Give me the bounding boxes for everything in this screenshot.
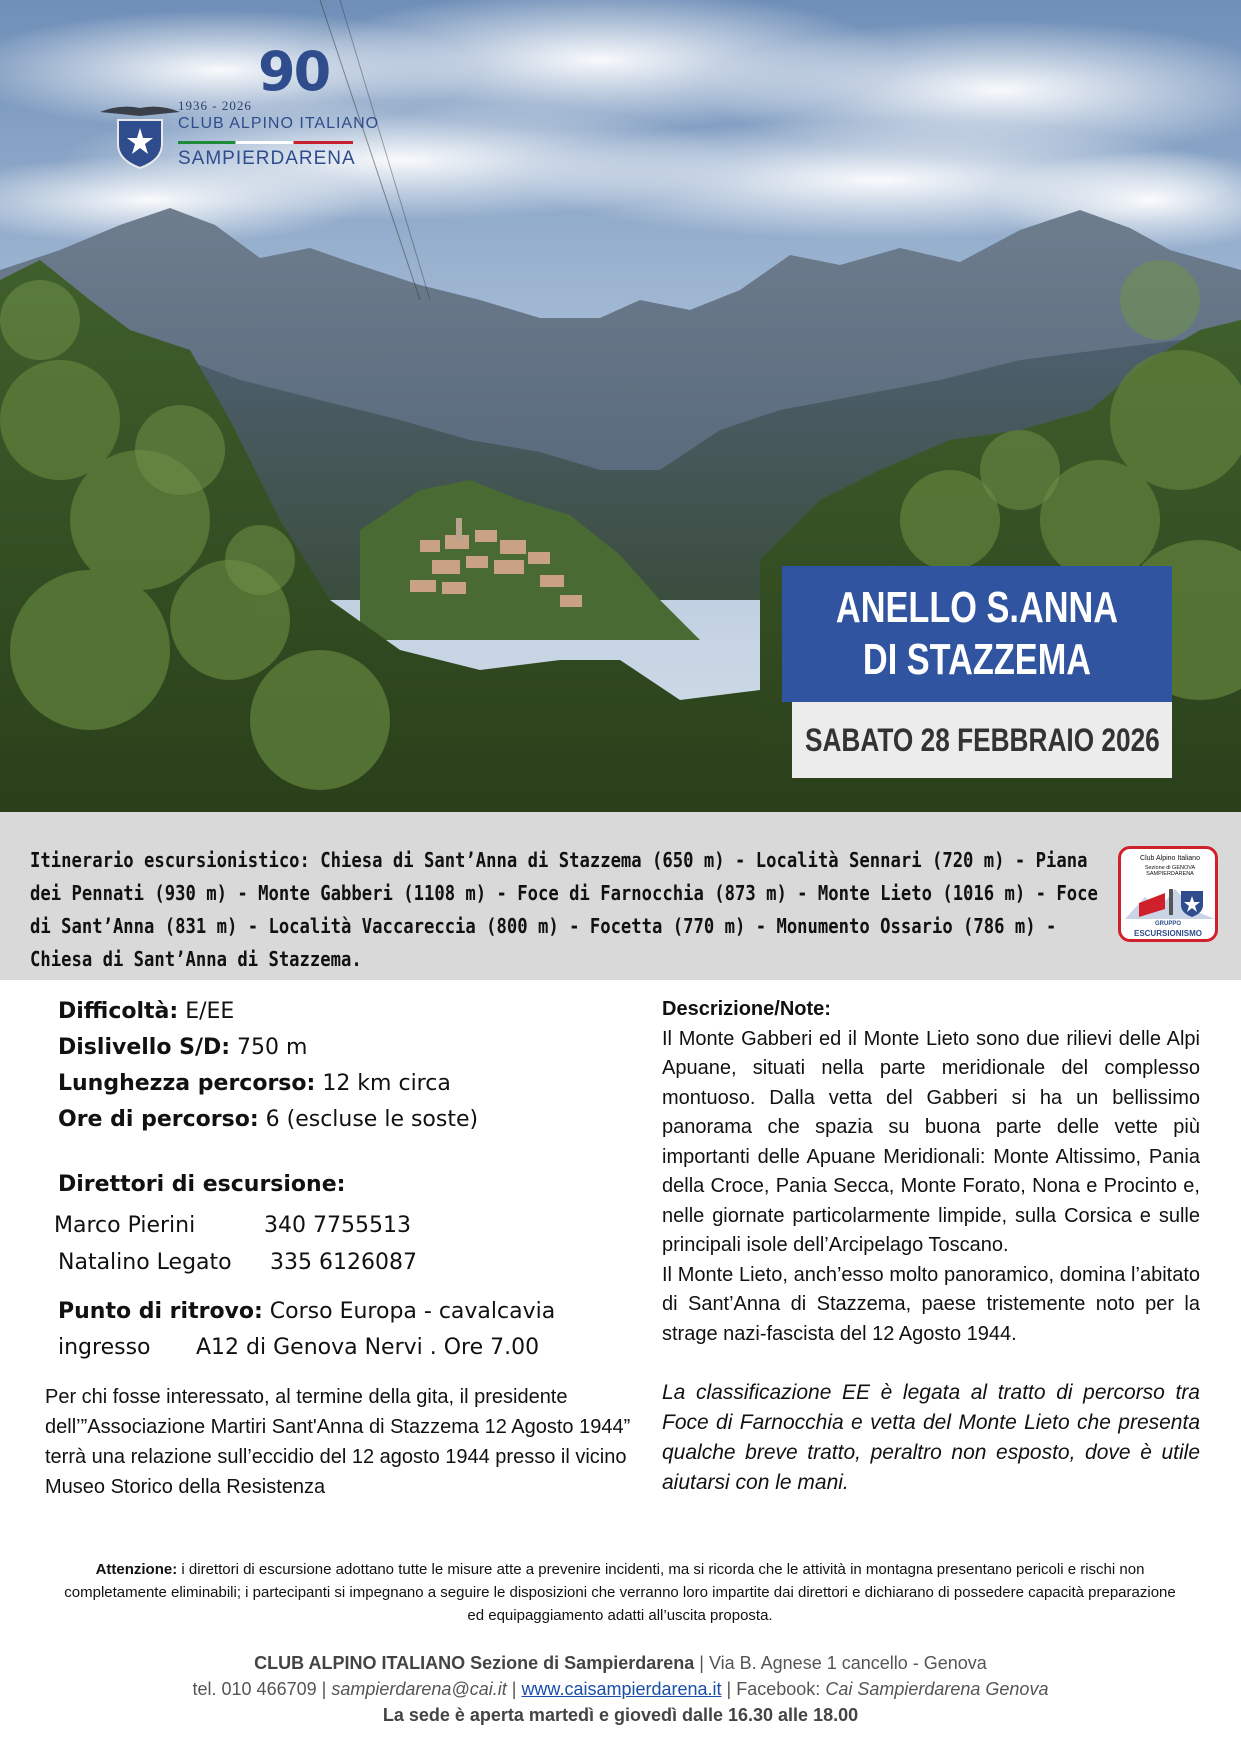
director-phone: 340 7755513 xyxy=(264,1213,411,1238)
anniversary-number: 90 xyxy=(258,40,330,103)
elevation-row: Dislivello S/D: 750 m xyxy=(58,1035,308,1060)
itinerary-text: Itinerario escursionistico: Chiesa di Sant’Anna di Stazzema (650 m) - Località Sennari (720 m) - Piana dei Pennati (930 m) - Monte Gabberi (1108 m) - Foce di Farnocchia (873 m) - Monte Lieto (1016 m) - Foce di Sant’Anna (831 m) - Località Vaccareccia (800 m) - Focetta (770 m) - Monumento Ossario (786 m) - Chiesa di Sant’Anna di Stazzema. xyxy=(30,848,1098,971)
footer-line-2: tel. 010 466709 | sampierdarena@cai.it | www.caisampierdarena.it | Facebook: Cai Sampierdarena Genova xyxy=(192,1679,1049,1699)
footer-tel: tel. 010 466709 xyxy=(192,1679,317,1699)
footer-address: Via B. Agnese 1 cancello - Genova xyxy=(708,1653,987,1673)
footer xyxy=(0,1650,1241,1728)
meeting-point: Punto di ritrovo: Corso Europa - cavalcavia ingresso A12 di Genova Nervi . Ore 7.00 xyxy=(58,1299,556,1360)
event-title: ANELLO S.ANNA DI STAZZEMA xyxy=(835,583,1119,684)
event-title-box xyxy=(782,566,1172,702)
mountain-flag-icon xyxy=(1125,879,1215,919)
footer-email[interactable]: sampierdarena@cai.it xyxy=(331,1679,507,1699)
footer-line-1: CLUB ALPINO ITALIANO Sezione di Sampierdarena | Via B. Agnese 1 cancello - Genova xyxy=(254,1653,987,1673)
event-date-box xyxy=(792,702,1172,778)
footer-facebook-label: Facebook: xyxy=(736,1679,821,1699)
directors-heading: Direttori di escursione: xyxy=(58,1172,346,1197)
footer-line-3 xyxy=(0,1702,1241,1728)
hours-row: Ore di percorso: 6 (escluse le soste) xyxy=(58,1107,479,1132)
event-date: SABATO 28 FEBBRAIO 2026 xyxy=(804,721,1160,758)
difficulty-row: Difficoltà: E/EE xyxy=(58,999,235,1024)
director-phone: 335 6126087 xyxy=(270,1250,417,1275)
cai-90-logo xyxy=(100,40,380,170)
description-paragraph: Il Monte Gabberi ed il Monte Lieto sono due rilievi delle Alpi Apuane, situati nella parte meridionale del complesso montuoso. Dalla vetta del Gabberi si ha un bellissimo panorama che spazia su buona parte delle vette più importanti delle Apuane Meridionali: Monte Altissimo, Pania della Croce, Pania Secca, Monte Forato, Nona e Procinto e, nelle giornate particolarmente limpide, sulla Corsica e sulle principali isole dell’Arcipelago Toscano. xyxy=(662,1027,1200,1256)
trip-facts xyxy=(58,994,478,1138)
anniversary-years: 1936 - 2026 xyxy=(178,98,252,113)
itinerary-band xyxy=(0,812,1241,980)
cai-eagle-emblem-icon xyxy=(100,90,180,170)
section-name: SAMPIERDARENA xyxy=(178,148,356,169)
description-section xyxy=(662,995,1200,1498)
badge-gruppo: GRUPPO xyxy=(1154,921,1181,927)
director-name: Natalino Legato xyxy=(58,1250,232,1275)
hero-photo xyxy=(0,0,1241,812)
description-paragraph: Il Monte Lieto, anch’esso molto panoramico, domina l’abitato di Sant’Anna di Stazzema, paese tristemente noto per la strage nazi-fascista del 12 Agosto 1944. xyxy=(662,1263,1200,1345)
badge-escursionismo: ESCURSIONISMO xyxy=(1133,929,1202,938)
director-name: Marco Pierini xyxy=(54,1213,196,1238)
length-row: Lunghezza percorso: 12 km circa xyxy=(58,1071,451,1096)
description-heading: Descrizione/Note: xyxy=(662,998,831,1020)
footer-website-link[interactable]: www.caisampierdarena.it xyxy=(521,1679,722,1699)
badge-section: Sezione di GENOVA SAMPIERDARENA xyxy=(1144,865,1196,877)
safety-warning: Attenzione: i direttori di escursione adottano tutte le misure atte a prevenire incidenti, ma si ricorda che le attività in montagna presentano pericoli e rischi non completamente eliminabili; i partecipanti si impegnano a seguire le disposizioni che verranno loro impartite dai direttori e dichiarano di possedere capacità preparazione ed equipaggiamento adatti all’uscita proposta. xyxy=(64,1561,1176,1624)
footer-org: CLUB ALPINO ITALIANO Sezione di Sampierdarena xyxy=(254,1653,695,1673)
footer-facebook: Cai Sampierdarena Genova xyxy=(825,1679,1049,1699)
club-name: CLUB ALPINO ITALIANO xyxy=(178,115,380,132)
tricolor-stripe xyxy=(178,141,353,144)
museum-notice: Per chi fosse interessato, al termine della gita, il presidente dell’”Associazione Martiri Sant'Anna di Stazzema 12 Agosto 1944” terrà una relazione sull’eccidio del 12 agosto 1944 presso il vicino Museo Storico della Resistenza xyxy=(45,1386,631,1498)
footer-opening-hours: La sede è aperta martedì e giovedì dalle 16.30 alle 18.00 xyxy=(382,1705,859,1725)
badge-club: Club Alpino Italiano xyxy=(1140,855,1200,862)
ee-classification-note: La classificazione EE è legata al tratto di percorso tra Foce di Farnocchia e vetta del Monte Lieto che presenta qualche breve tratto, peraltro non esposto, dove è utile aiutarsi con le mani. xyxy=(662,1381,1200,1494)
gruppo-escursionismo-badge xyxy=(1118,846,1218,942)
